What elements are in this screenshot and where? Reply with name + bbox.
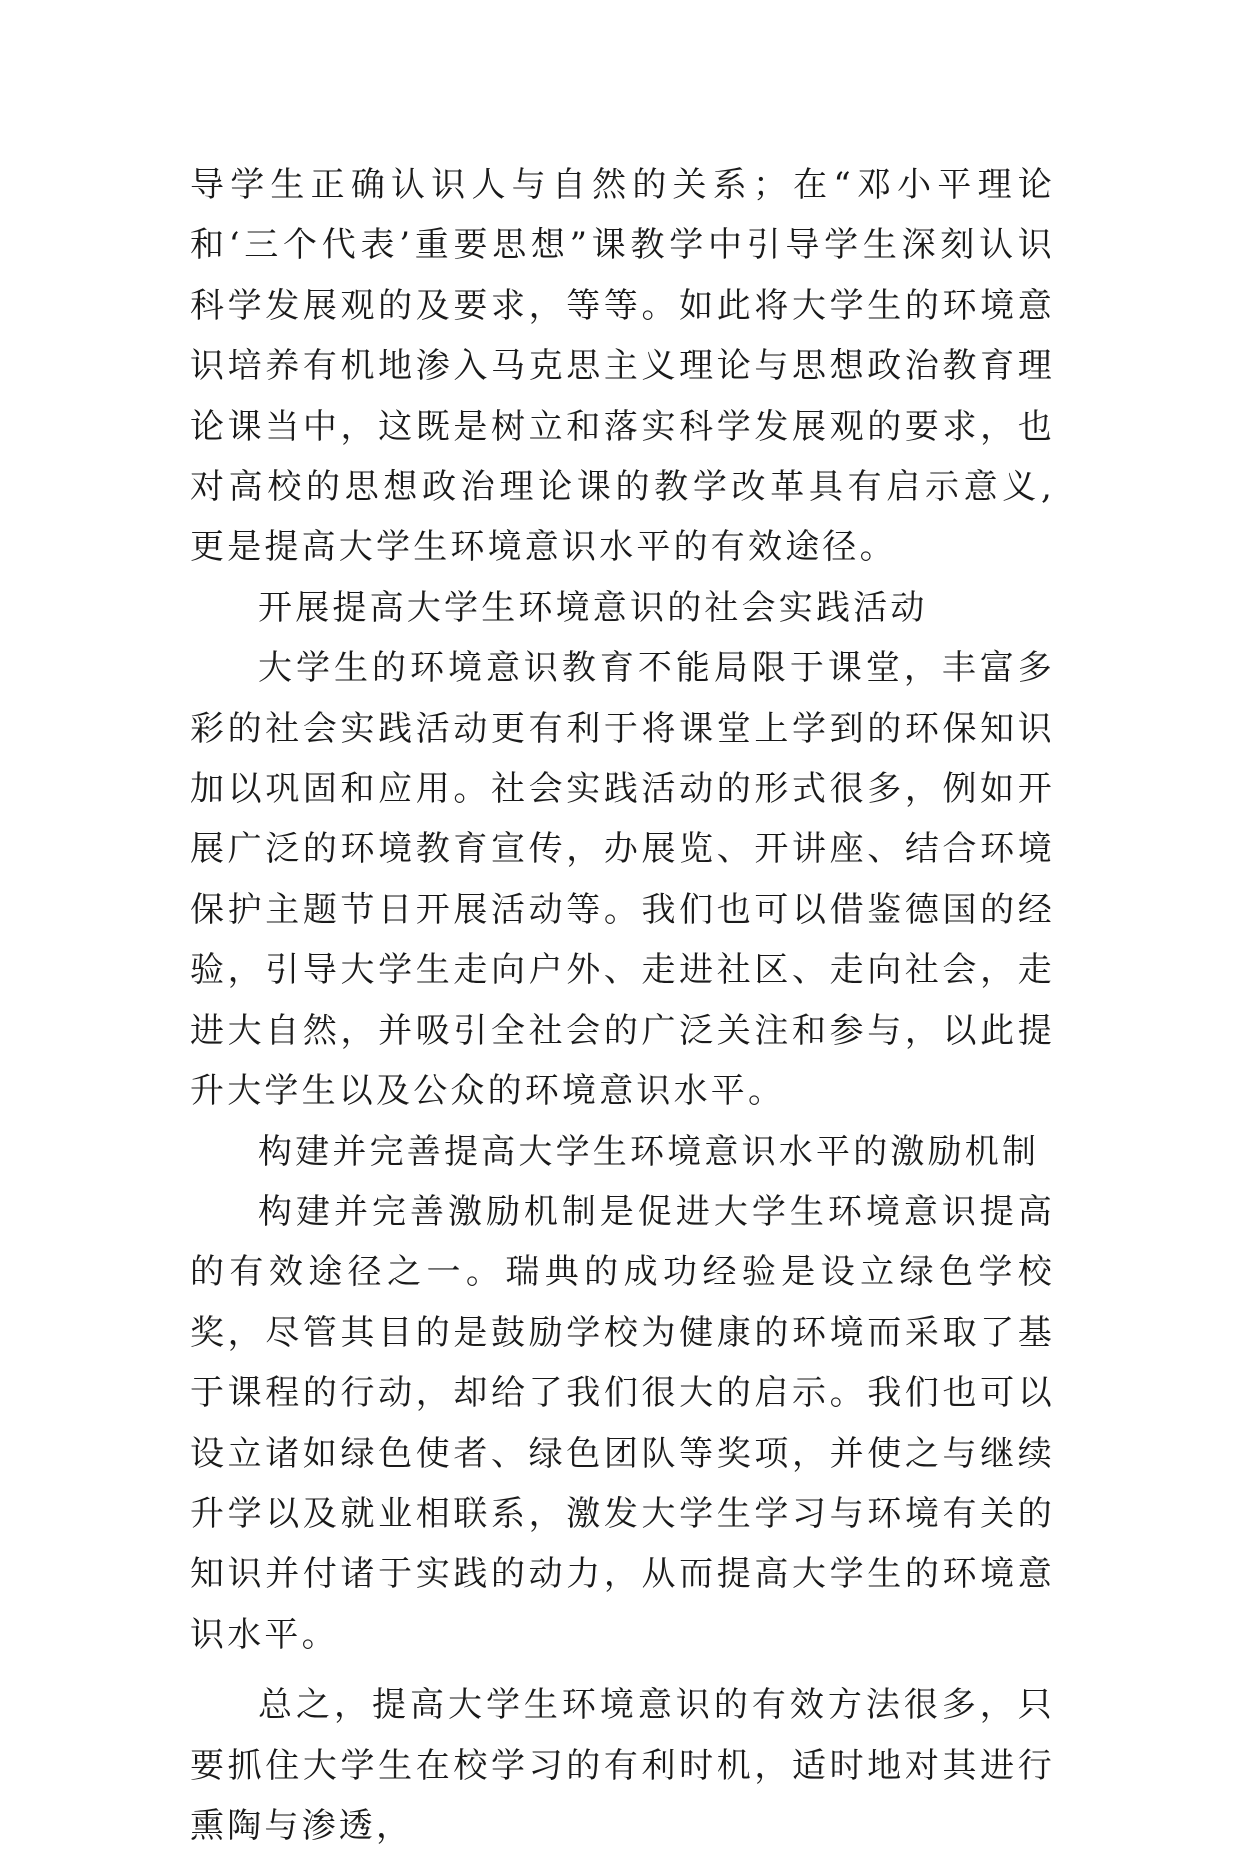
section-heading-incentive-mechanism: 构建并完善提高大学生环境意识水平的激励机制 xyxy=(258,1131,1040,1172)
body-text xyxy=(190,155,1055,1856)
paragraph-incentive-mechanism: 构建并完善激励机制是促进大学生环境意识提高的有效途径之一。瑞典的成功经验是设立绿色学校奖，尽管其目的是鼓励学校为健康的环境而采取了基于课程的行动，却给了我们很大的启示。我们也可以设立诸如绿色使者、绿色团队等奖项，并使之与继续升学以及就业相联系，激发大学生学习与环境有关的知识并付诸于实践的动力，从而提高大学生的环境意识水平。 xyxy=(190,1191,1055,1655)
section-heading-social-practice: 开展提高大学生环境意识的社会实践活动 xyxy=(258,587,928,628)
paragraph-conclusion: 总之，提高大学生环境意识的有效方法很多，只要抓住大学生在校学习的有利时机，适时地对其进行熏陶与渗透， xyxy=(190,1685,1055,1846)
paragraph-continuation: 导学生正确认识人与自然的关系；在“邓小平理论和‘三个代表’重要思想”课教学中引导学生深刻认识科学发展观的及要求，等等。如此将大学生的环境意识培养有机地渗入马克思主义理论与思想政治教育理论课当中，这既是树立和落实科学发展观的要求，也对高校的思想政治理论课的教学改革具有启示意义,更是提高大学生环境意识水平的有效途径。 xyxy=(190,165,1055,568)
paragraph-social-practice: 大学生的环境意识教育不能局限于课堂，丰富多彩的社会实践活动更有利于将课堂上学到的环保知识加以巩固和应用。社会实践活动的形式很多，例如开展广泛的环境教育宣传，办展览、开讲座、结合环境保护主题节日开展活动等。我们也可以借鉴德国的经验，引导大学生走向户外、走进社区、走向社会，走进大自然，并吸引全社会的广泛关注和参与，以此提升大学生以及公众的环境意识水平。 xyxy=(190,648,1055,1112)
